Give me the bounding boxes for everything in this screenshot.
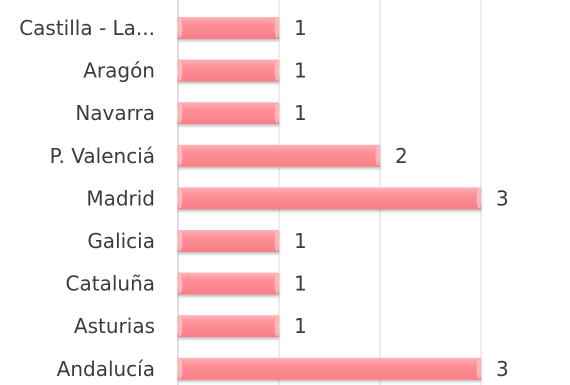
category-label: Andalucía (56, 356, 155, 381)
value-label: 3 (496, 186, 509, 211)
bar (178, 315, 279, 337)
category-label: Aragón (83, 58, 155, 83)
value-label: 1 (294, 101, 307, 126)
category-labels (19, 16, 155, 381)
bar (178, 358, 481, 380)
bar (178, 230, 279, 252)
bar-cap-right (275, 274, 280, 294)
bar (178, 145, 380, 167)
bar-cap-right (275, 103, 280, 123)
bar-cap-left (178, 274, 183, 294)
bar-cap-right (477, 188, 482, 208)
bars (178, 17, 482, 380)
bar-cap-right (275, 18, 280, 38)
bar (178, 187, 481, 209)
bar-cap-left (178, 146, 183, 166)
category-label: Galicia (87, 229, 155, 253)
category-label: Cataluña (65, 271, 155, 296)
bar-cap-right (275, 316, 280, 336)
category-label: Madrid (86, 186, 155, 211)
value-label: 1 (294, 16, 307, 40)
bar-cap-left (178, 359, 183, 379)
bar-cap-right (275, 61, 280, 81)
value-label: 1 (294, 229, 307, 253)
category-label: Asturias (73, 314, 155, 339)
value-label: 1 (294, 314, 307, 339)
category-label: P. Valenciá (49, 143, 155, 168)
bar-cap-left (178, 103, 183, 123)
bar-cap-right (376, 146, 381, 166)
bar (178, 17, 279, 39)
value-label: 1 (294, 271, 307, 296)
bar (178, 273, 279, 295)
value-label: 3 (496, 356, 509, 381)
bar-cap-left (178, 18, 183, 38)
bar-cap-left (178, 61, 183, 81)
bar-cap-right (477, 359, 482, 379)
bar-cap-right (275, 231, 280, 251)
value-label: 1 (294, 58, 307, 83)
bar-cap-left (178, 316, 183, 336)
bar-cap-left (178, 231, 183, 251)
bar (178, 102, 279, 124)
value-label: 2 (395, 143, 408, 168)
category-label: Castilla - La... (19, 16, 155, 40)
bar (178, 60, 279, 82)
category-label: Navarra (75, 101, 155, 126)
bar-cap-left (178, 188, 183, 208)
